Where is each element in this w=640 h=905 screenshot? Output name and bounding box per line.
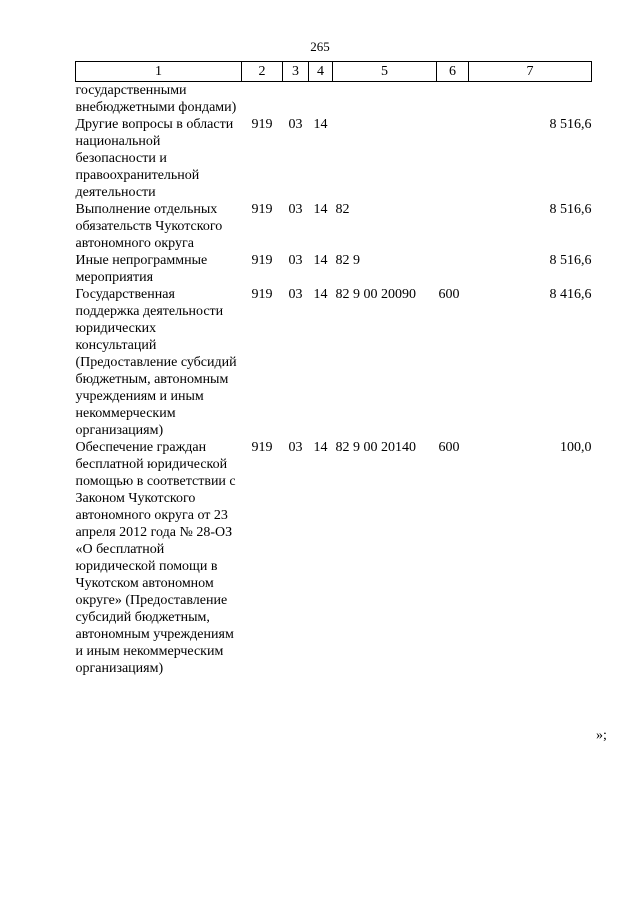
table-row	[76, 116, 592, 201]
row-vr	[437, 252, 469, 286]
table-row	[76, 252, 592, 286]
row-target: 82 9 00 20140	[335, 440, 416, 455]
row-grbs: 919	[251, 202, 273, 217]
row-target	[333, 82, 437, 117]
closing-quote-mark: »;	[596, 728, 607, 743]
budget-table	[75, 61, 592, 677]
row-amount: 8 516,6	[549, 253, 592, 268]
row-vr: 600	[438, 440, 460, 455]
row-subsection: 14	[313, 202, 328, 217]
row-subsection: 14	[313, 440, 328, 455]
row-section: 03	[288, 117, 303, 132]
row-subsection	[309, 82, 333, 117]
row-amount: 8 516,6	[549, 117, 592, 132]
row-subsection: 14	[313, 253, 328, 268]
row-grbs: 919	[251, 440, 273, 455]
row-vr	[437, 201, 469, 252]
header-col-2: 2	[242, 62, 283, 82]
row-section: 03	[288, 202, 303, 217]
row-section	[283, 82, 309, 117]
row-amount	[469, 82, 592, 117]
row-name: Выполнение отдельных обязательств Чукотского автономного округа	[75, 202, 223, 251]
row-target: 82	[335, 202, 350, 217]
row-name: Государственная поддержка деятельности юридических консультаций (Предоставление субсидий бюджетным, автономным учреждениям и иным некоммерческим организациям)	[75, 287, 237, 438]
row-target: 82 9 00 20090	[335, 287, 416, 302]
row-vr	[437, 116, 469, 201]
header-col-6: 6	[437, 62, 469, 82]
header-col-7: 7	[469, 62, 592, 82]
row-grbs	[242, 82, 283, 117]
row-target: 82 9	[335, 253, 360, 268]
row-section: 03	[288, 253, 303, 268]
table-row	[76, 201, 592, 252]
header-col-1: 1	[76, 62, 242, 82]
row-vr: 600	[438, 287, 460, 302]
row-grbs: 919	[251, 253, 273, 268]
row-amount: 8 516,6	[549, 202, 592, 217]
table-row	[76, 439, 592, 677]
header-col-3: 3	[283, 62, 309, 82]
row-name: Обеспечение граждан бесплатной юридической помощью в соответствии с Законом Чукотского автономного округа от 23 апреля 2012 года № 28-ОЗ «О бесплатной юридической помощи в Чукотском автономном округе» (Предоставление субсидий бюджетным, автономным учреждениям и иным некоммерческим организациям)	[75, 440, 236, 676]
row-amount: 100,0	[560, 440, 592, 455]
row-target	[333, 116, 437, 201]
row-section: 03	[288, 440, 303, 455]
row-grbs: 919	[251, 117, 273, 132]
row-grbs: 919	[251, 287, 273, 302]
header-col-5: 5	[333, 62, 437, 82]
table-row	[76, 82, 592, 117]
page-number: 265	[310, 39, 330, 54]
table-header	[76, 62, 592, 82]
row-name: Другие вопросы в области национальной безопасности и правоохранительной деятельности	[75, 117, 234, 200]
row-subsection: 14	[313, 117, 328, 132]
row-section: 03	[288, 287, 303, 302]
row-name: Иные непрограммные мероприятия	[75, 253, 208, 285]
row-subsection: 14	[313, 287, 328, 302]
row-amount: 8 416,6	[549, 287, 592, 302]
header-col-4: 4	[309, 62, 333, 82]
row-name: государственными внебюджетными фондами)	[75, 83, 237, 115]
row-vr	[437, 82, 469, 117]
table-row	[76, 286, 592, 439]
